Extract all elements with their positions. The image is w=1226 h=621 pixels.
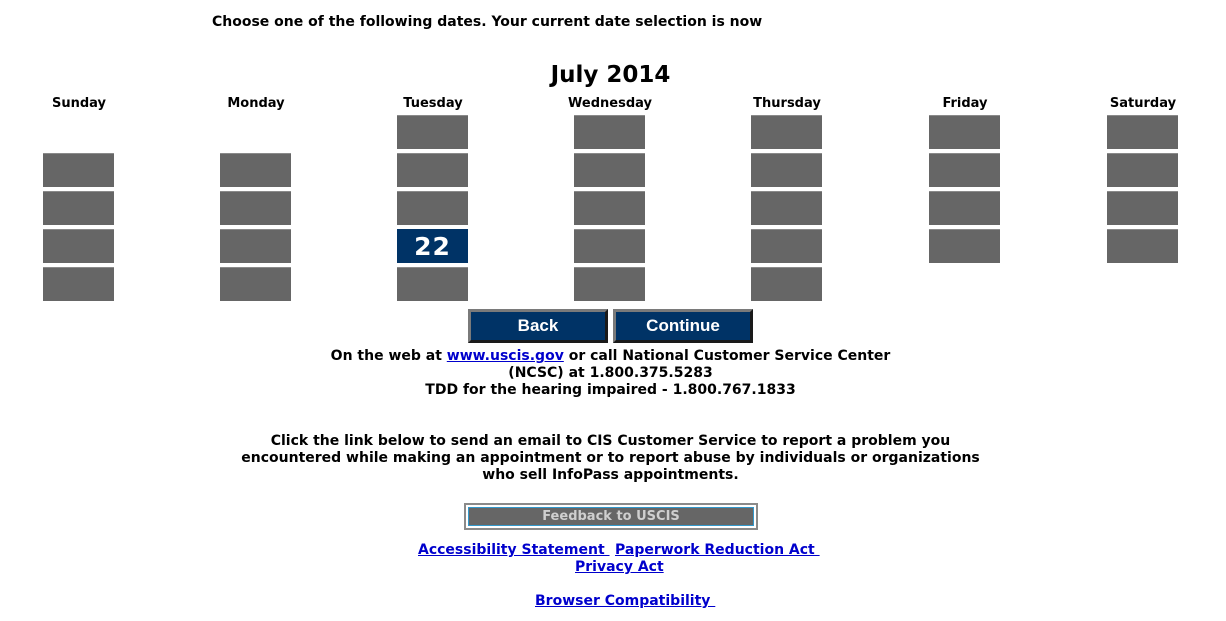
feedback-button-frame <box>464 503 758 530</box>
day-header-sunday: Sunday <box>51 96 107 111</box>
continue-button[interactable]: Continue <box>613 309 753 343</box>
day-header-thursday: Thursday <box>753 96 821 111</box>
contact-info <box>0 348 1221 399</box>
selected-date-cell[interactable]: 22 <box>397 229 468 263</box>
calendar-day-cell <box>574 229 645 263</box>
calendar-day-cell <box>751 115 822 149</box>
calendar-day-cell <box>1107 153 1178 187</box>
calendar-day-cell <box>929 191 1000 225</box>
report-line-3: who sell InfoPass appointments. <box>482 467 739 483</box>
calendar-day-cell <box>397 153 468 187</box>
day-header-monday: Monday <box>227 96 285 111</box>
day-header-wednesday: Wednesday <box>568 96 652 111</box>
calendar-day-cell <box>751 229 822 263</box>
calendar-day-cell <box>751 267 822 301</box>
calendar-day-cell <box>43 267 114 301</box>
calendar-day-cell <box>220 191 291 225</box>
calendar-day-cell <box>43 191 114 225</box>
calendar-day-cell <box>751 191 822 225</box>
calendar-day-cell <box>220 267 291 301</box>
calendar-day-cell <box>43 153 114 187</box>
calendar-day-cell <box>397 115 468 149</box>
calendar-day-cell <box>1107 115 1178 149</box>
browser-compatibility-link[interactable]: Browser Compatibility <box>535 593 716 609</box>
feedback-button[interactable]: Feedback to USCIS <box>468 507 754 526</box>
privacy-act-link[interactable]: Privacy Act <box>575 559 664 575</box>
contact-line-1 <box>0 348 1221 365</box>
uscis-web-link[interactable]: www.uscis.gov <box>446 348 564 364</box>
calendar-day-cell <box>43 229 114 263</box>
calendar-day-cell <box>1107 191 1178 225</box>
calendar-day-cell <box>929 115 1000 149</box>
calendar-day-cell <box>397 191 468 225</box>
report-line-1: Click the link below to send an email to CIS Customer Service to report a problem you <box>270 433 951 449</box>
calendar-day-cell <box>929 229 1000 263</box>
calendar-day-cell <box>751 153 822 187</box>
contact-line-2: (NCSC) at 1.800.375.5283 <box>508 365 713 381</box>
contact-suffix: or call National Customer Service Center <box>563 348 891 364</box>
report-instructions <box>0 433 1221 484</box>
calendar-day-cell <box>574 115 645 149</box>
report-line-2: encountered while making an appointment or to report abuse by individuals or organizations <box>241 450 980 466</box>
calendar-day-cell <box>397 267 468 301</box>
tdd-line: TDD for the hearing impaired - 1.800.767.1833 <box>425 382 796 398</box>
accessibility-statement-link[interactable]: Accessibility Statement <box>418 542 610 558</box>
calendar-day-cell <box>574 153 645 187</box>
calendar-day-cell <box>574 191 645 225</box>
month-title: July 2014 <box>550 62 671 88</box>
calendar-day-cell <box>220 229 291 263</box>
paperwork-reduction-act-link[interactable]: Paperwork Reduction Act <box>615 542 820 558</box>
day-header-saturday: Saturday <box>1109 96 1177 111</box>
day-header-friday: Friday <box>942 96 988 111</box>
day-header-tuesday: Tuesday <box>403 96 463 111</box>
contact-prefix: On the web at <box>330 348 447 364</box>
calendar-day-cell <box>1107 229 1178 263</box>
back-button[interactable]: Back <box>468 309 608 343</box>
calendar-day-cell <box>220 153 291 187</box>
calendar-day-cell <box>929 153 1000 187</box>
calendar-day-cell <box>574 267 645 301</box>
instruction-text: Choose one of the following dates. Your current date selection is now <box>212 14 763 30</box>
